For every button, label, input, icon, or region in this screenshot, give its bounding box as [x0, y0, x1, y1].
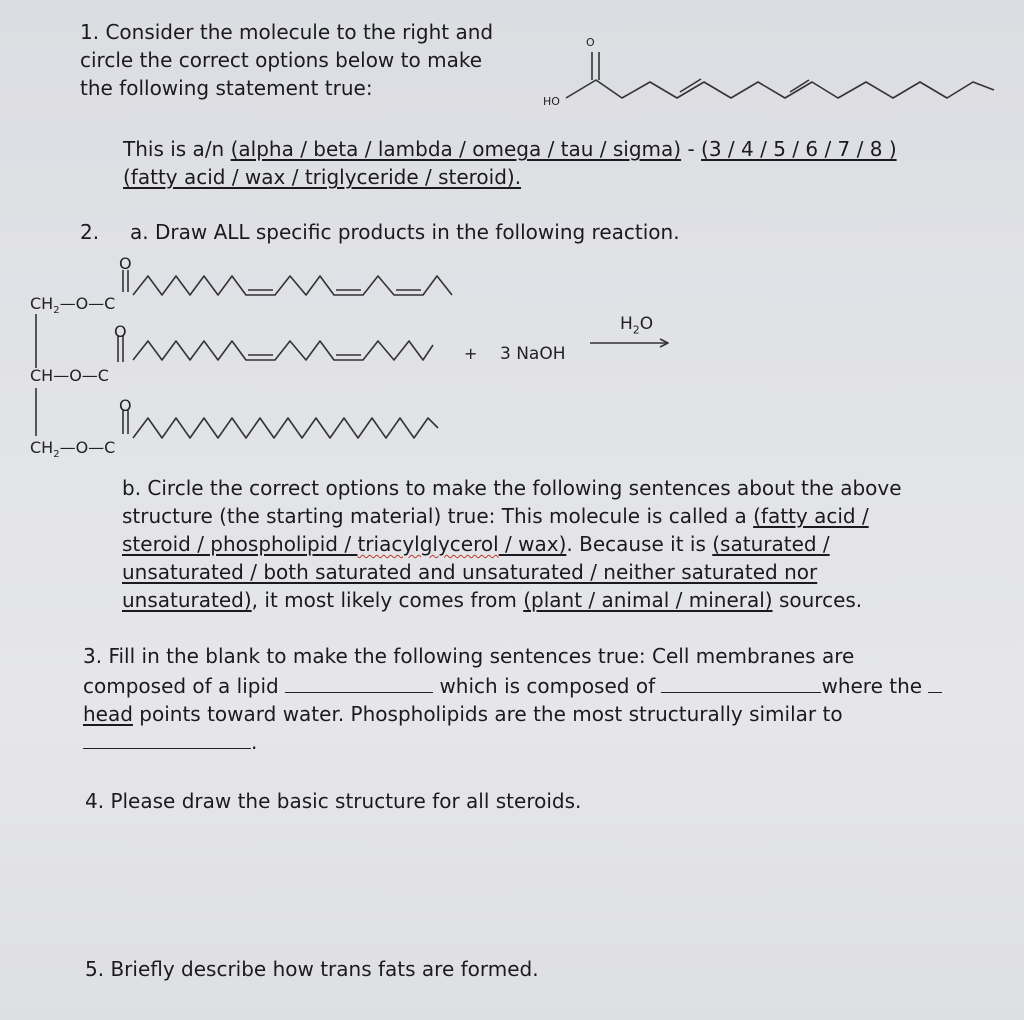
q2b-option-triacylglycerol[interactable]: triacylglycerol — [357, 532, 499, 556]
q2b-line2: structure (the starting material) true: This molecule is called a (fatty acid / — [122, 504, 869, 528]
q2b-option-saturated[interactable]: (saturated / — [712, 532, 830, 556]
q3-line2: composed of a lipid which is composed of where the — [83, 672, 942, 700]
q1-statement-line1 — [123, 135, 897, 163]
q3-blank-lipid[interactable] — [285, 672, 433, 693]
q1-greek-options[interactable]: (alpha / beta / lambda / omega / tau / sigma) — [230, 137, 682, 161]
q2b-option-unsaturated[interactable]: unsaturated) — [122, 588, 252, 612]
glycerol-ch2-top: $CH_2—O—C$ — [30, 294, 116, 317]
q3-blank-composed-of[interactable] — [661, 672, 821, 693]
q2b-option-source[interactable]: (plant / animal / mineral) — [523, 588, 773, 612]
q2b-line4 — [122, 558, 817, 586]
ester3-carbonyl-o: O — [119, 396, 132, 415]
q2b-option-saturation[interactable]: unsaturated / both saturated and unsaturated / neither saturated nor — [122, 560, 818, 584]
q3-blank-where[interactable] — [928, 672, 942, 693]
q3-line3: head points toward water. Phospholipids are the most structurally similar to — [83, 702, 843, 726]
q4-prompt: 4. Please draw the basic structure for all steroids. — [85, 789, 582, 813]
q2b-option-steroid-phospholipid[interactable]: steroid / phospholipid / — [122, 532, 358, 556]
q2-number: 2. — [80, 220, 100, 244]
q1-line1: 1. Consider the molecule to the right and — [80, 20, 494, 44]
q2b-line5: unsaturated), it most likely comes from (plant / animal / mineral) sources. — [122, 588, 863, 612]
q3-line4: . — [83, 728, 257, 756]
q2a-instruction: a. Draw ALL specific products in the following reaction. — [130, 220, 680, 244]
q1-stmt-prefix: This is a/n — [123, 137, 231, 161]
q1-hydroxyl-label: HO — [543, 95, 560, 108]
q1-line3: the following statement true: — [80, 76, 373, 100]
glycerol-ch-middle: CH—O—C — [30, 366, 109, 385]
q1-line2: circle the correct options below to make — [80, 48, 482, 72]
ester2-carbonyl-o: O — [114, 322, 127, 341]
fatty-acid-structure — [0, 0, 1024, 140]
q1-number-options[interactable]: (3 / 4 / 5 / 6 / 7 / 8 ) — [701, 137, 897, 161]
q1-statement-line2 — [123, 163, 521, 191]
q2b-line3: steroid / phospholipid / triacylglycerol / wax). Because it is (saturated / — [122, 532, 830, 556]
q2b-line1: b. Circle the correct options to make the following sentences about the above — [122, 476, 902, 500]
glycerol-ch2-bottom: $CH_2—O—C$ — [30, 438, 116, 461]
reagent-naoh: 3 NaOH — [500, 344, 566, 364]
q1-type-options[interactable]: (fatty acid / wax / triglyceride / steroid). — [123, 165, 522, 189]
q1-carbonyl-o: O — [586, 36, 595, 49]
plus-sign: + — [464, 344, 478, 363]
q2b-option-fatty-acid[interactable]: (fatty acid / — [753, 504, 869, 528]
q3-line1: 3. Fill in the blank to make the following sentences true: Cell membranes are — [83, 644, 855, 668]
reagent-water: $H_2O$ — [620, 314, 654, 337]
q3-blank-similar[interactable] — [83, 728, 251, 749]
q2b-option-wax[interactable]: / wax) — [498, 532, 567, 556]
q1-stmt-dash: - — [681, 137, 702, 161]
q5-prompt: 5. Briefly describe how trans fats are formed. — [85, 957, 539, 981]
ester1-carbonyl-o: O — [119, 254, 132, 273]
q3-head-word: head — [83, 702, 133, 726]
